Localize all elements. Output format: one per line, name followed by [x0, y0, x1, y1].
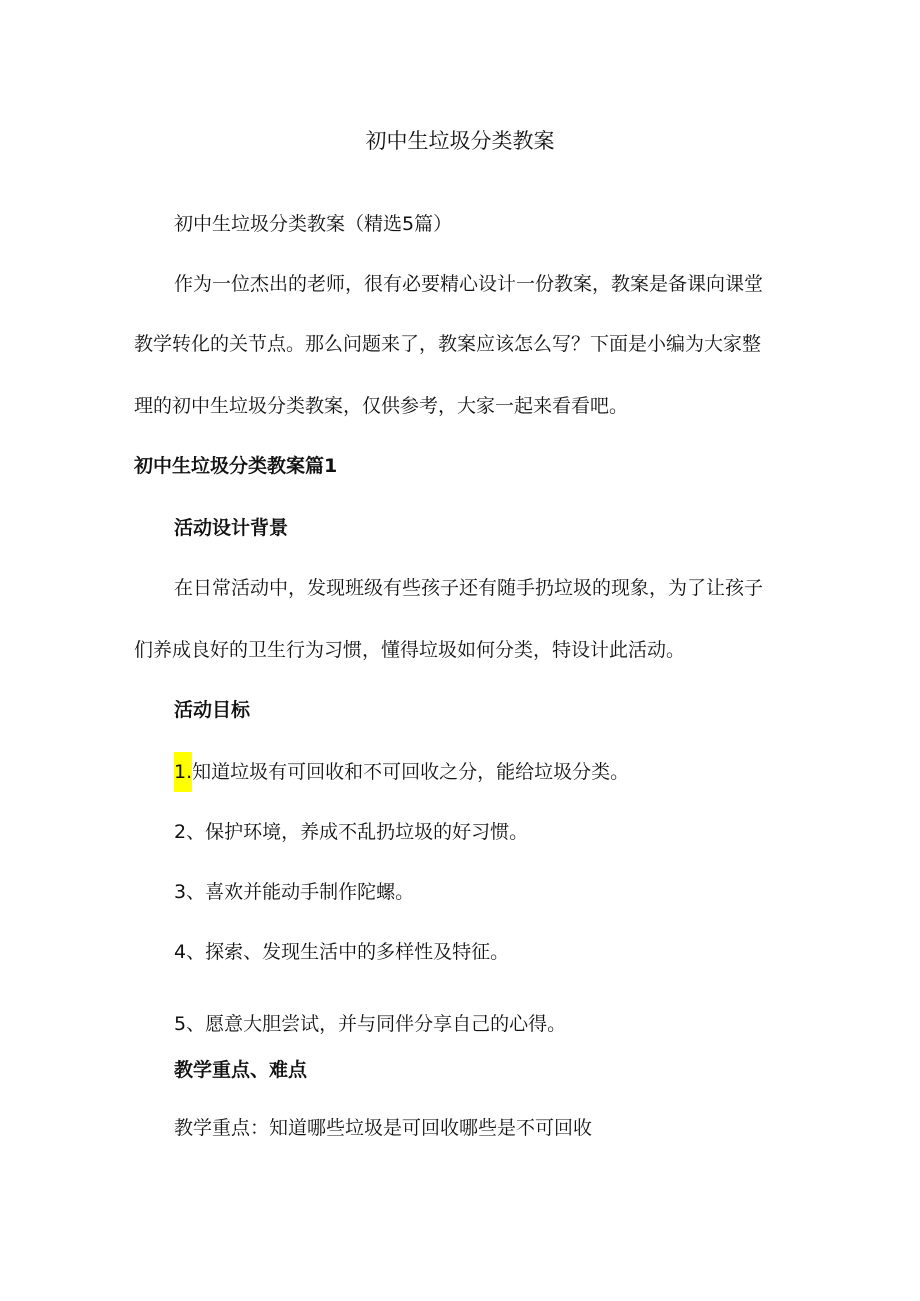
goal-text: 保护环境，养成不乱扔垃圾的好习惯。 — [205, 821, 529, 843]
intro-line-3: 理的初中生垃圾分类教案，仅供参考，大家一起来看看吧。 — [134, 395, 629, 417]
goal-marker: 5、 — [174, 1013, 206, 1035]
intro-line-1: 作为一位杰出的老师，很有必要精心设计一份教案，教案是备课向课堂 — [174, 273, 764, 295]
goal-item-5 — [174, 1012, 566, 1036]
background-line-1: 在日常活动中，发现班级有些孩子还有随手扔垃圾的现象，为了让孩子 — [174, 577, 764, 599]
goal-marker: 4、 — [174, 941, 206, 963]
goal-marker: 2、 — [174, 821, 206, 843]
key-points-text: 教学重点：知道哪些垃圾是可回收哪些是不可回收 — [174, 1117, 593, 1139]
key-points-heading: 教学重点、难点 — [174, 1059, 308, 1081]
goals-heading: 活动目标 — [174, 699, 251, 721]
highlighted-marker: 1. — [174, 752, 192, 792]
document-subtitle: 初中生垃圾分类教案（精选5篇） — [174, 213, 453, 235]
goal-item-3 — [174, 880, 414, 904]
goal-marker: 3、 — [174, 881, 206, 903]
goal-text: 喜欢并能动手制作陀螺。 — [205, 881, 415, 903]
goal-text: 知道垃圾有可回收和不可回收之分，能给垃圾分类。 — [192, 761, 630, 783]
goal-text: 愿意大胆尝试，并与同伴分享自己的心得。 — [205, 1013, 567, 1035]
section-heading: 初中生垃圾分类教案篇1 — [134, 455, 338, 477]
intro-line-2: 教学转化的关节点。那么问题来了，教案应该怎么写？下面是小编为大家整 — [134, 333, 762, 355]
goal-text: 探索、发现生活中的多样性及特征。 — [205, 941, 510, 963]
background-line-2: 们养成良好的卫生行为习惯，懂得垃圾如何分类，特设计此活动。 — [134, 639, 686, 661]
goal-item-2 — [174, 820, 528, 844]
background-heading: 活动设计背景 — [174, 517, 289, 539]
document-title: 初中生垃圾分类教案 — [365, 129, 555, 153]
goal-item-4 — [174, 940, 509, 964]
goal-item-1 — [174, 760, 629, 784]
